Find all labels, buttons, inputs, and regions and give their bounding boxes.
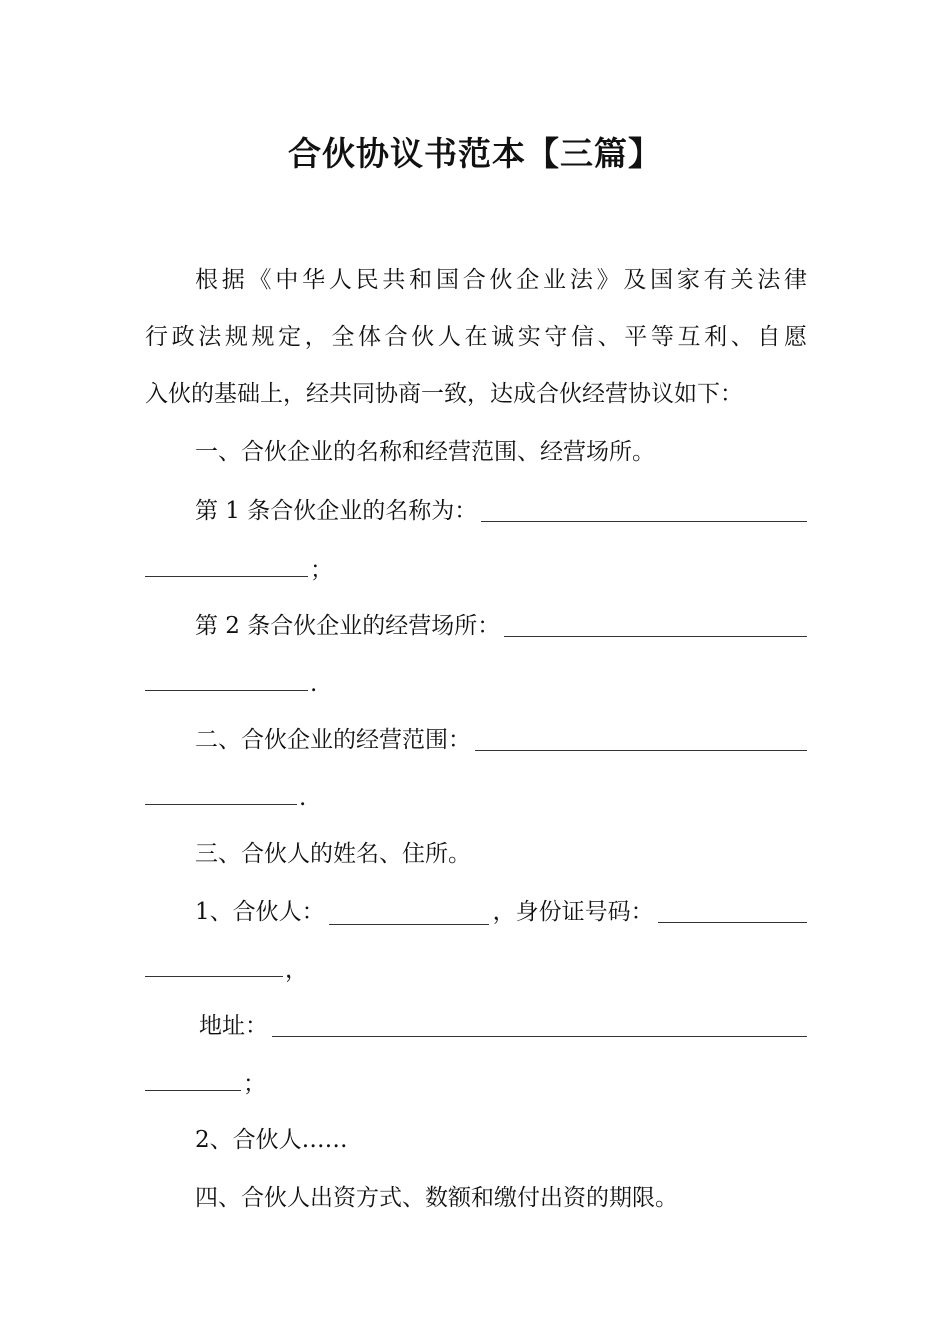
partner-1-label: 1、合伙人：	[195, 899, 325, 925]
document-title: 合伙协议书范本【三篇】	[288, 134, 662, 173]
partner-1-row	[195, 892, 807, 932]
address-blank	[272, 1035, 807, 1037]
article-1-blank	[481, 520, 807, 522]
article-2-tail: .	[310, 671, 318, 697]
address-continuation	[145, 1064, 807, 1104]
section-2-blank	[475, 749, 807, 751]
address-label: 地址：	[199, 1013, 268, 1039]
article-2-row	[195, 606, 807, 646]
address-row	[199, 1006, 807, 1046]
section-4-heading: 四、合伙人出资方式、数额和缴付出资的期限。	[195, 1185, 678, 1211]
article-1-continuation	[145, 550, 807, 590]
section-2-label: 二、合伙企业的经营范围：	[195, 727, 471, 753]
partner-1-id-label: ，身份证号码：	[492, 899, 654, 925]
partner-1-name-blank	[329, 923, 489, 925]
address-tail: ；	[243, 1071, 266, 1097]
article-1-tail: ；	[310, 557, 333, 583]
intro-line-1: 根据《中华人民共和国合伙企业法》及国家有关法律	[195, 267, 807, 293]
article-2-label: 第 2 条合伙企业的经营场所：	[195, 613, 501, 639]
article-2-blank	[504, 635, 807, 637]
partner-1-continuation	[145, 950, 807, 990]
article-1-row	[195, 491, 807, 531]
section-3-heading: 三、合伙人的姓名、住所。	[195, 841, 471, 867]
article-2-continuation	[145, 664, 807, 704]
partner-2-line: 2、合伙人……	[195, 1127, 348, 1153]
article-2-blank-end	[145, 689, 308, 691]
section-2-tail: .	[299, 785, 307, 811]
article-1-blank-end	[145, 575, 308, 577]
section-2-continuation	[145, 778, 807, 818]
intro-line-2: 行政法规规定，全体合伙人在诚实守信、平等互利、自愿	[145, 324, 807, 350]
article-1-label: 第 1 条合伙企业的名称为：	[195, 498, 478, 524]
partner-1-tail: ，	[285, 957, 308, 983]
section-2-blank-end	[145, 803, 297, 805]
intro-line-3: 入伙的基础上，经共同协商一致，达成合伙经营协议如下：	[145, 381, 743, 407]
partner-1-id-blank	[658, 921, 807, 923]
partner-1-id-blank-end	[145, 975, 283, 977]
address-blank-end	[145, 1089, 241, 1091]
section-1-heading: 一、合伙企业的名称和经营范围、经营场所。	[195, 439, 655, 465]
section-2-row	[195, 720, 807, 760]
